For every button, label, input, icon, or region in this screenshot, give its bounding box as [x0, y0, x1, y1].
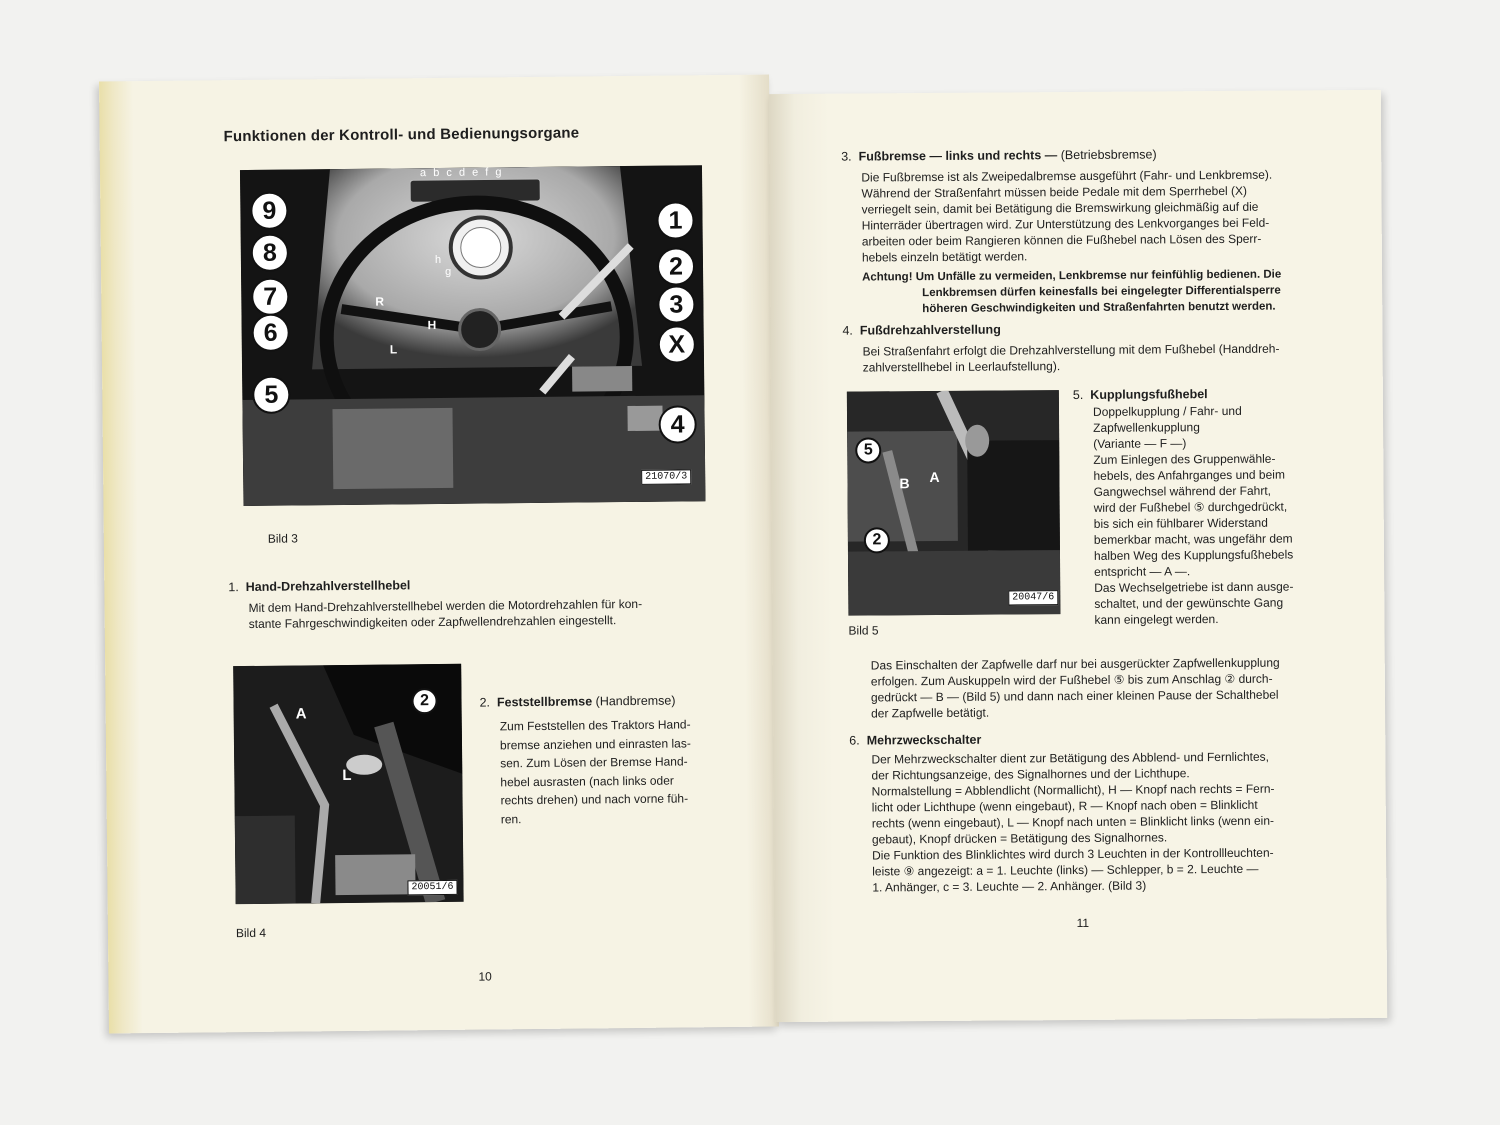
section-4-heading: 4. Fußdrehzahlverstellung — [842, 322, 1001, 338]
section-5-text: Doppelkupplung / Fahr- und Zapfwellenkupplung (Variante — F —) Zum Einlegen des Gruppenwähle- hebels, des Anfahrganges und beim Gangwechsel während der Fahrt, wird der Fußhebel ⑤ durchgedrückt, bis sich ein fühlbarer Widerstand bemerkbar macht, was ungefähr dem halben Weg des Kupplungsfußhebels entspricht — A —. Das Wechselgetriebe ist dann ausge- schaltet, und der gewünschte Gang kann eingelegt werden. — [1092, 403, 1294, 627]
section-1-heading: 1. Hand-Drehzahlverstellhebel — [228, 578, 411, 595]
fig4-letter-a: A — [295, 705, 307, 723]
section-3-warning-text: Lenkbremsen dürfen keinesfalls bei eingelegter Differentialsperre höheren Geschwindigkeiten und Straßenfahrten benutzt werden. — [922, 284, 1281, 316]
section-6-text: Der Mehrzweckschalter dient zur Betätigung des Abblend- und Fernlichtes, der Richtungsanzeige, des Signalhornes und der Lichthupe. Normalstellung = Abblendlicht (Normallicht), H — Knopf nach rechts = Fern- licht oder Lichthupe (wenn eingebaut), R — Knopf nach oben = Blinklicht rechts (wenn eingebaut), L — Knopf nach unten = Blinklicht links (wenn ein- gebaut), Knopf drücken = Betätigung des Signalhornes. Die Funktion des Blinklichtes wird durch 3 Leuchten in der Kontrollleuchten- leiste ⑨ angezeigt: a = 1. Leuchte (links) — Schlepper, b = 2. Leuchte — 1. Anhänger, c = 3. Leuchte — 2. Anhänger. (Bild 3) — [871, 749, 1275, 895]
section-4-text: Bei Straßenfahrt erfolgt die Drehzahlverstellung mit dem Fußhebel (Handdreh- zahlverstellhebel in Leerlaufstellung). — [862, 341, 1280, 375]
gauge-letters: a b c d e f g — [419, 166, 504, 180]
section-5-heading: 5. Kupplungsfußhebel — [1072, 387, 1208, 403]
fig4-callout-2: 2 — [411, 688, 437, 714]
fig5-letter-a: A — [929, 468, 940, 486]
fig5-callout-2: 2 — [864, 527, 890, 553]
callout-1: 1 — [656, 201, 694, 239]
lever-letter-l: L — [389, 342, 398, 357]
callout-4: 4 — [658, 405, 696, 443]
callout-6: 6 — [251, 314, 289, 352]
page-title: Funktionen der Kontroll- und Bedienungsorgane — [223, 124, 580, 146]
figure-5-photo — [847, 390, 1061, 615]
section-3-warning-label: Achtung! Um Unfälle zu vermeiden, Lenkbremse nur feinfühlig bedienen. Die — [862, 268, 1282, 284]
figure-4-caption: Bild 4 — [235, 925, 267, 941]
callout-3: 3 — [657, 285, 695, 323]
figure-3-ref: 21070/3 — [641, 469, 691, 485]
figure-3-photo — [240, 165, 705, 506]
section-3-heading: 3. Fußbremse — links und rechts — (Betriebsbremse) — [841, 147, 1157, 164]
fig4-letter-l: L — [342, 766, 352, 785]
callout-7: 7 — [251, 278, 289, 316]
figure-3-caption: Bild 3 — [267, 531, 298, 546]
gauge-letter-g: g — [444, 265, 452, 278]
lever-letter-r: R — [375, 294, 385, 309]
page-number-right: 11 — [1076, 915, 1090, 931]
section-5-text-2: Das Einschalten der Zapfwelle darf nur bei ausgerückter Zapfwellenkupplung erfolgen. Zum Auskuppeln wird der Fußhebel ⑤ bis zum Anschlag ② durch- gedrückt — B — (Bild 5) und dann nach einer kleinen Pause der Schalthebel der Zapfwelle betätigt. — [870, 655, 1280, 721]
section-6-heading: 6. Mehrzweckschalter — [849, 732, 982, 748]
fig5-callout-5: 5 — [855, 437, 881, 463]
figure-5-ref: 20047/6 — [1008, 590, 1058, 605]
figure-5-caption: Bild 5 — [848, 623, 879, 638]
right-page — [769, 90, 1387, 1022]
callout-9: 9 — [250, 192, 288, 230]
section-2-text: Zum Feststellen des Traktors Hand- bremse anziehen und einrasten las- sen. Zum Lösen der Bremse Hand- hebel ausrasten (nach links oder rechts drehen) und nach vorne füh- ren. — [499, 717, 691, 826]
section-3-text: Die Fußbremse ist als Zweipedalbremse ausgeführt (Fahr- und Lenkbremse). Während der Straßenfahrt müssen beide Pedale mit dem Sperrhebel (X) verriegelt sein, damit bei Betätigung die Bremswirkung gleichmäßig auf die Hinterräder übertragen wird. Zur Unterstützung des Lenkvorganges bei Feld- arbeiten oder beim Rangieren können die Fußhebel nach Lösen des Sperr- hebels einzeln betätigt werden. — [861, 167, 1273, 265]
left-page — [99, 75, 779, 1034]
page-number-left: 10 — [478, 969, 492, 984]
gauge-letter-h: h — [434, 253, 442, 267]
section-2-heading: 2. Feststellbremse (Handbremse) — [479, 693, 676, 710]
fig5-letter-b: B — [899, 475, 910, 492]
callout-5: 5 — [252, 376, 290, 414]
lever-letter-h: H — [427, 318, 437, 333]
section-1-text: Mit dem Hand-Drehzahlverstellhebel werden die Motordrehzahlen für kon- stante Fahrgeschwindigkeiten oder Zapfwellendrehzahlen eingestellt. — [248, 596, 643, 631]
callout-2: 2 — [657, 247, 695, 285]
callout-x: X — [658, 325, 696, 363]
figure-4-photo — [233, 664, 463, 904]
figure-4-ref: 20051/6 — [407, 880, 457, 896]
callout-8: 8 — [251, 234, 289, 272]
